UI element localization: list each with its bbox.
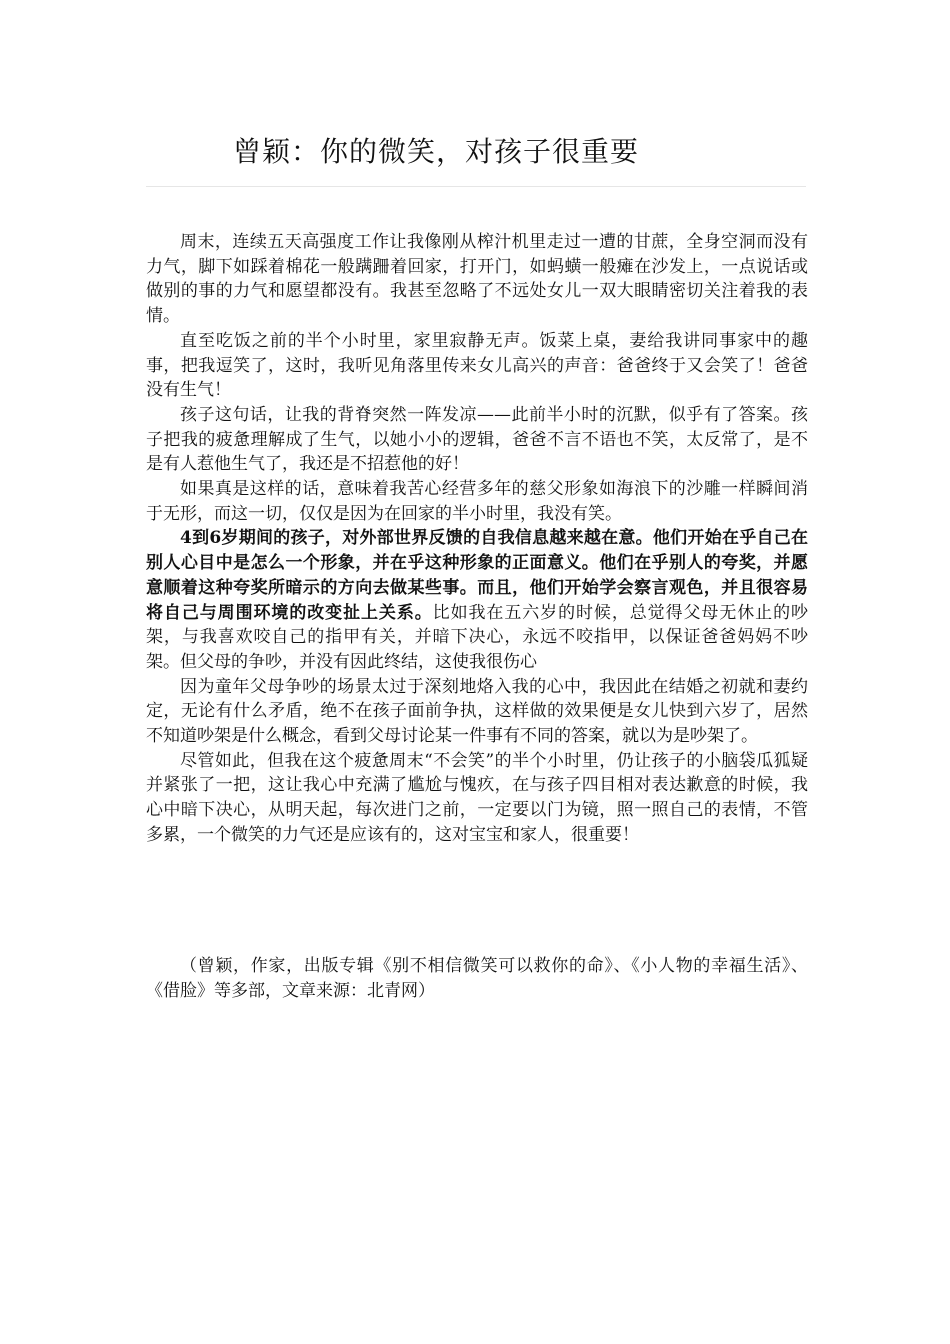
article-title: 曾颖：你的微笑，对孩子很重要 <box>233 135 640 168</box>
paragraph-5-normal-text: 比如我在五六岁的时候，总觉得父母无休止的吵架，与我喜欢咬自己的指甲有关，并暗下决心，永远不咬指甲，以保证爸爸妈妈不吵架。但父母的争吵，并没有因此终结，这使我很伤心 <box>146 602 809 672</box>
article-body <box>146 230 808 848</box>
author-footnote: （曾颖，作家，出版专辑《别不相信微笑可以救你的命》、《小人物的幸福生活》、《借脸》等多部，文章来源：北青网） <box>146 956 808 1001</box>
paragraph-7: 尽管如此，但我在这个疲惫周末“不会笑”的半个小时里，仍让孩子的小脑袋瓜狐疑并紧张了一把，这让我心中充满了尴尬与愧疚，在与孩子四目相对表达歉意的时候，我心中暗下决心，从明天起，每次进门之前，一定要以门为镜，照一照自己的表情，不管多累，一个微笑的力气还是应该有的，这对宝宝和家人，很重要！ <box>146 750 808 845</box>
paragraph-5-bold-text: 4到6岁期间的孩子，对外部世界反馈的自我信息越来越在意。他们开始在乎自己在别人心目中是怎么一个形象，并在乎这种形象的正面意义。他们在乎别人的夸奖，并愿意顺着这种夸奖所暗示的方向去做某些事。而且，他们开始学会察言观色，并且很容易将自己与周围环境的改变扯上关系。 <box>146 528 808 623</box>
paragraph-2: 直至吃饭之前的半个小时里，家里寂静无声。饭菜上桌，妻给我讲同事家中的趣事，把我逗笑了，这时，我听见角落里传来女儿高兴的声音：爸爸终于又会笑了！爸爸没有生气！ <box>146 330 808 401</box>
paragraph-1: 周末，连续五天高强度工作让我像刚从榨汁机里走过一遭的甘蔗，全身空洞而没有力气，脚下如踩着棉花一般蹒跚着回家，打开门，如蚂蟥一般瘫在沙发上，一点说话或做别的事的力气和愿望都没有。我甚至忽略了不远处女儿一双大眼睛密切关注着我的表情。 <box>146 232 808 327</box>
paragraph-6: 因为童年父母争吵的场景太过于深刻地烙入我的心中，我因此在结婚之初就和妻约定，无论有什么矛盾，绝不在孩子面前争执，这样做的效果便是女儿快到六岁了，居然不知道吵架是什么概念，看到父母讨论某一件事有不同的答案，就以为是吵架了。 <box>146 676 808 747</box>
paragraph-5 <box>146 526 808 674</box>
paragraph-3: 孩子这句话，让我的背脊突然一阵发凉——此前半小时的沉默，似乎有了答案。孩子把我的疲惫理解成了生气，以她小小的逻辑，爸爸不言不语也不笑，太反常了，是不是有人惹他生气了，我还是不招惹他的好！ <box>146 404 808 475</box>
paragraph-4: 如果真是这样的话，意味着我苦心经营多年的慈父形象如海浪下的沙雕一样瞬间消于无形，而这一切，仅仅是因为在回家的半小时里，我没有笑。 <box>146 479 808 524</box>
title-divider <box>146 186 806 187</box>
